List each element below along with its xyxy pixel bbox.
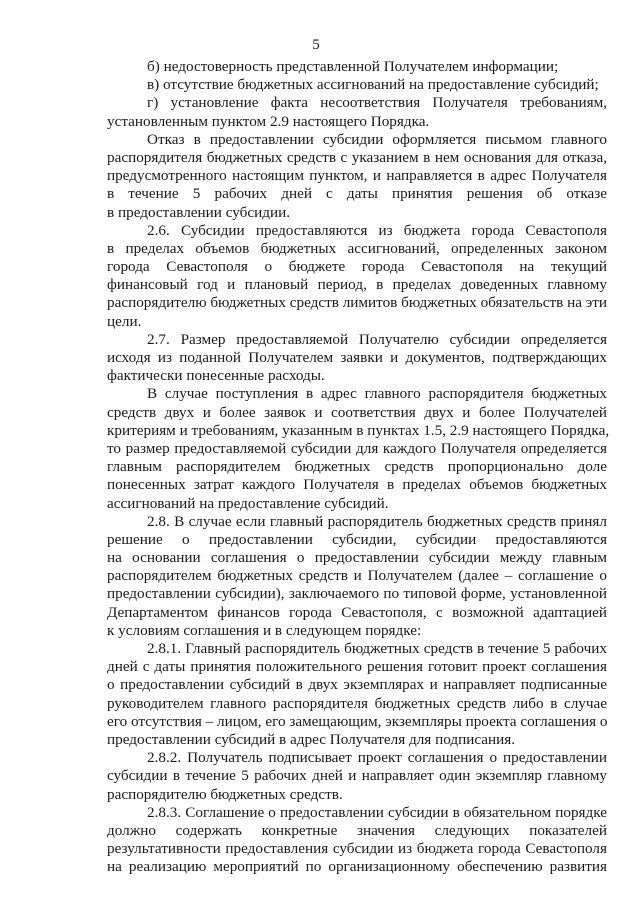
text-line: руководителем главного распорядителя бюджетных средств либо в случае <box>107 694 607 712</box>
text-line: б) недостоверность представленной Получателем информации; <box>147 58 559 75</box>
text-line: предусмотренного настоящим пунктом, и направляется в адрес Получателя <box>107 167 607 185</box>
paragraph <box>107 131 607 222</box>
paragraph <box>107 804 607 877</box>
text-line: распорядителя бюджетных средств с указанием в нем основания для отказа, <box>107 148 607 166</box>
text-line: в пределах объемов бюджетных ассигнований, определенных законом <box>107 239 607 257</box>
paragraph <box>107 76 607 94</box>
paragraph <box>107 640 607 749</box>
text-line: результативности предоставления субсидии из бюджета города Севастополя <box>107 840 607 858</box>
text-line: цели. <box>107 312 142 330</box>
text-line: должно содержать конкретные значения следующих показателей <box>107 821 607 839</box>
text-line: на реализацию мероприятий по организационному обеспечению развития <box>107 858 607 876</box>
text-line: города Севастополя о бюджете города Севастополя на текущий <box>107 258 607 276</box>
text-line: в) отсутствие бюджетных ассигнований на предоставление субсидий; <box>147 76 599 94</box>
text-line: предоставлении субсидии), заключаемого по типовой форме, установленной <box>107 585 607 603</box>
text-line: 2.8.2. Получатель подписывает проект соглашения о предоставлении <box>147 749 607 767</box>
text-line: критериям и требованиям, указанным в пунктах 1.5, 2.9 настоящего Порядка, <box>107 421 610 439</box>
text-line: средств двух и более заявок и соответствия двух и более Получателей <box>107 403 607 421</box>
text-line: на основании соглашения о предоставлении субсидии между главным <box>107 549 607 567</box>
text-line: г) установление факта несоответствия Получателя требованиям, <box>147 94 607 112</box>
paragraph <box>107 749 607 804</box>
text-line: в предоставлении субсидии. <box>107 203 291 221</box>
text-line: установленным пунктом 2.9 настоящего Порядка. <box>107 112 430 130</box>
text-line: распорядителем бюджетных средств и Получателем (далее – соглашение о <box>107 567 607 585</box>
text-line: 2.8.1. Главный распорядитель бюджетных средств в течение 5 рабочих <box>147 640 607 657</box>
text-line: 2.8.3. Соглашение о предоставлении субсидии в обязательном порядке <box>147 803 607 821</box>
text-line: 2.6. Субсидии предоставляются из бюджета города Севастополя <box>147 221 607 239</box>
text-line: предоставлении субсидий в адрес Получателя для подписания. <box>107 730 516 748</box>
paragraph <box>107 385 610 512</box>
paragraph <box>107 58 607 76</box>
text-line: его отсутствия – лицом, его замещающим, экземпляры проекта соглашения о <box>107 712 608 730</box>
text-line: решение о предоставлении субсидии, субсидии предоставляются <box>107 530 607 548</box>
text-line: фактически понесенные расходы. <box>107 367 325 385</box>
text-line: распорядителю бюджетных средств лимитов бюджетных обязательств на эти <box>107 294 608 312</box>
text-line: 2.8. В случае если главный распорядитель бюджетных средств принял <box>147 512 607 530</box>
text-line: к условиям соглашения и в следующем порядке: <box>107 621 422 639</box>
text-line: ассигнований на предоставление субсидий. <box>107 494 389 512</box>
paragraph <box>107 513 607 640</box>
text-line: то размер предоставляемой субсидии для каждого Получателя определяется <box>107 439 607 457</box>
text-line: субсидии в течение 5 рабочих дней и направляет один экземпляр главному <box>107 767 607 785</box>
text-line: финансовый год и плановый период, в пределах доведенных главному <box>107 276 607 294</box>
text-line: исходя из поданной Получателем заявки и документов, подтверждающих <box>107 349 607 366</box>
text-line: 2.7. Размер предоставляемой Получателю субсидии определяется <box>147 330 607 348</box>
text-line: понесенных затрат каждого Получателя в пределах объемов бюджетных <box>107 476 607 494</box>
paragraph <box>107 94 607 130</box>
text-line: о предоставлении субсидий в двух экземплярах и направляет подписанные <box>107 676 607 694</box>
paragraph <box>107 331 607 386</box>
text-line: В случае поступления в адрес главного распорядителя бюджетных <box>147 385 607 403</box>
page-number: 5 <box>312 37 320 53</box>
text-line: в течение 5 рабочих дней с даты принятия решения об отказе <box>107 185 607 203</box>
text-line: главным распорядителем бюджетных средств пропорционально доле <box>107 458 607 476</box>
text-line: дней с даты принятия положительного решения готовит проект соглашения <box>107 658 607 676</box>
document-body <box>107 58 610 876</box>
text-line: распорядителю бюджетных средств. <box>107 785 343 803</box>
paragraph <box>107 222 607 331</box>
text-line: Департаментом финансов города Севастополя, с возможной адаптацией <box>107 603 607 621</box>
text-line: Отказ в предоставлении субсидии оформляется письмом главного <box>147 130 607 148</box>
